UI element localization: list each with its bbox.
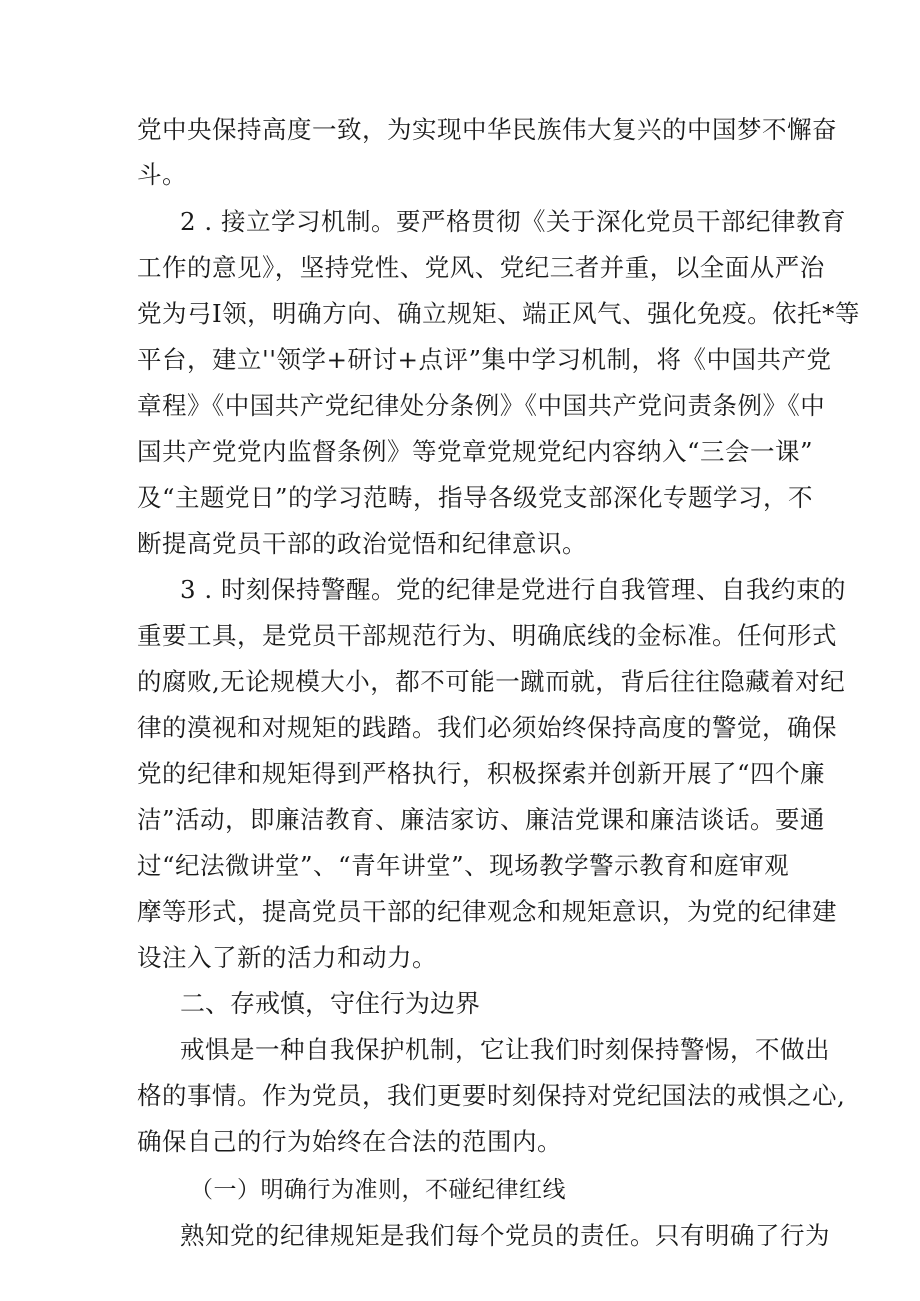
paragraph-line: 格的事情。作为党员，我们更要时刻保持对党纪国法的戒惧之心, [137,1081,846,1110]
paragraph-line: 平台，建立''领学+研讨+点评”集中学习机制，将《中国共产党 [137,345,832,374]
paragraph-line: 律的漠视和对规矩的践踏。我们必须始终保持高度的警觉，确保 [137,713,837,742]
paragraph-line: 2 . 接立学习机制。要严格贯彻《关于深化党员干部纪律教育 [180,207,846,236]
paragraph-line: 戒惧是一种自我保护机制，它让我们时刻保持警惕，不做出 [180,1035,830,1064]
paragraph-line: 设注入了新的活力和动力。 [137,943,437,972]
paragraph-line: 重要工具，是党员干部规范行为、明确底线的金标准。任何形式 [137,621,837,650]
paragraph-line: 章程》《中国共产党纪律处分条例》《中国共产党问责条例》《中 [137,391,826,420]
section-heading: 二、存戒慎，守住行为边界 [180,989,481,1018]
paragraph-line: 过“纪法微讲堂”、“青年讲堂”、现场教学警示教育和庭审观 [137,851,790,880]
paragraph-line: 熟知党的纪律规矩是我们每个党员的责任。只有明确了行为 [180,1221,830,1250]
paragraph-line: 斗。 [137,160,187,189]
paragraph-line: 党的纪律和规矩得到严格执行，积极探索并创新开展了“四个廉 [137,759,826,788]
paragraph-line: 断提高党员干部的政治觉悟和纪律意识。 [137,529,587,558]
paragraph-line: 摩等形式，提高党员干部的纪律观念和规矩意识，为党的纪律建 [137,897,837,926]
paragraph-line: 3 . 时刻保持警醒。党的纪律是党进行自我管理、自我约束的 [180,575,846,604]
paragraph-line: 的腐败,无论规模大小，都不可能一蹴而就，背后往往隐藏着对纪 [137,667,846,696]
paragraph-line: 党中央保持高度一致，为实现中华民族伟大复兴的中国梦不懈奋 [137,115,837,144]
subsection-heading: （一）明确行为准则，不碰纪律红线 [190,1177,566,1203]
paragraph-line: 及“主题党日”的学习范畴，指导各级党支部深化专题学习，不 [137,483,814,512]
paragraph-line: 洁”活动，即廉洁教育、廉洁家访、廉洁党课和廉洁谈话。要通 [137,805,826,834]
paragraph-line: 工作的意见》，坚持党性、党风、党纪三者并重，以全面从严治 [137,253,825,282]
paragraph-line: 确保自己的行为始终在合法的范围内。 [137,1127,562,1156]
paragraph-line: 党为弓I领，明确方向、确立规矩、端正风气、强化免疫。依托*等 [137,299,860,328]
paragraph-line: 国共产党党内监督条例》等党章党规党纪内容纳入“三会一课” [137,437,814,466]
